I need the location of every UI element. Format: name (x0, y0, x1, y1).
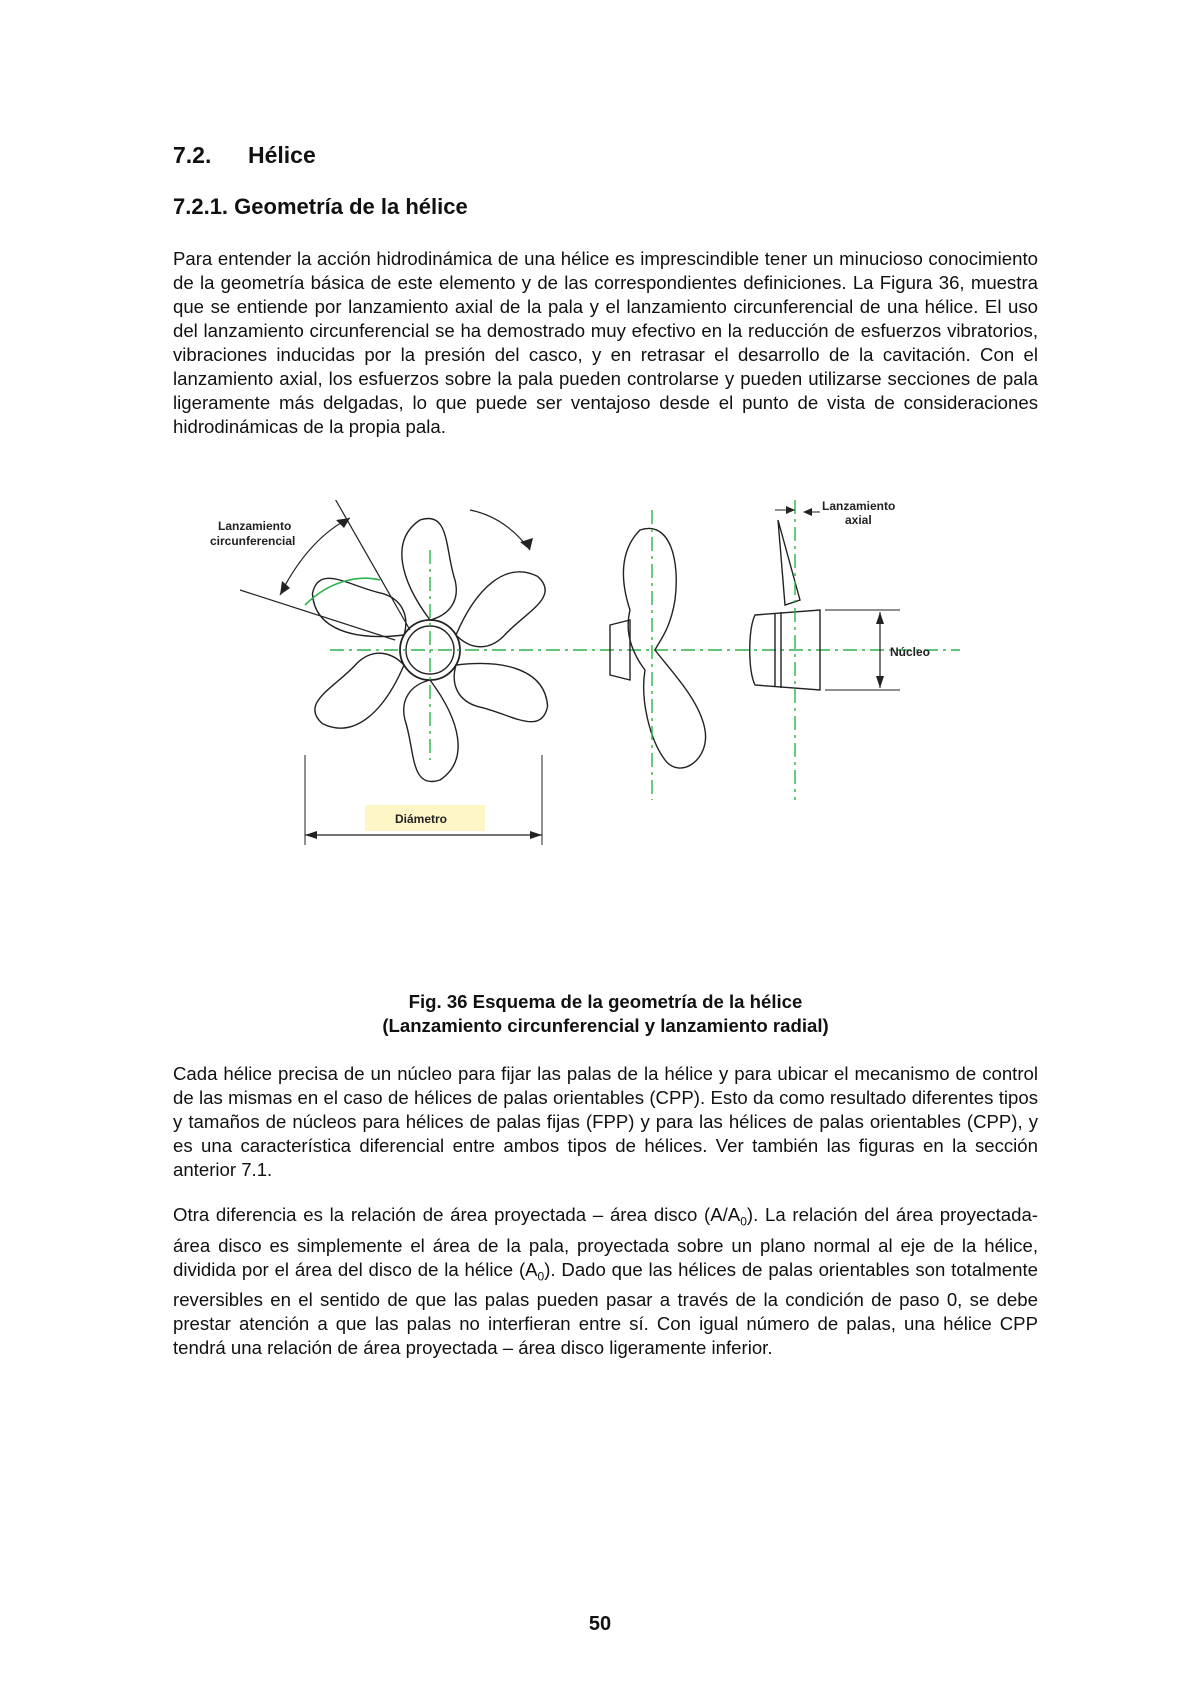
circumferential-rake-label-line2: circunferencial (210, 534, 296, 548)
propeller-side-view (610, 510, 706, 800)
subsection-heading: 7.2.1. Geometría de la hélice (173, 194, 468, 219)
page-number: 50 (588, 1613, 612, 1635)
propeller-figure (200, 500, 1020, 940)
paragraph-area-ratio-part2: ). La relación del área proyectada-área disco es simplemente el área de la pala, proyectada sobre un plano normal al eje de la hélice, dividida por el área del disco de la hélice (A (173, 1204, 1038, 1280)
paragraph-area-ratio (173, 1203, 1038, 1360)
paragraph-area-ratio-part1: Otra diferencia es la relación de área proyectada – área disco (A/A (173, 1204, 741, 1225)
diameter-label: Diámetro (395, 812, 448, 826)
propeller-front-view (240, 500, 960, 845)
paragraph-area-ratio-part3: ). Dado que las hélices de palas orientables son totalmente reversibles en el sentido de que las palas pueden pasar a través de la condición de paso 0, se debe prestar atención a que las palas no interfieran entre sí. Con igual número de palas, una hélice CPP tendrá una relación de área proyectada – área disco ligeramente inferior. (173, 1258, 1038, 1359)
axial-rake-label-line1: Lanzamiento (822, 500, 896, 513)
subscript-zero-1: 0 (740, 1214, 747, 1229)
paragraph-hub: Cada hélice precisa de un núcleo para fijar las palas de la hélice y para ubicar el mecanismo de control de las mismas en el caso de hélices de palas orientables (CPP). Esto da como resultado diferentes tipos y tamaños de núcleos para hélices de palas fijas (FPP) y para las hélices de palas orientables (CPP), y es una característica diferencial entre ambos tipos de hélices. Ver también las figuras en la sección anterior 7.1. (173, 1063, 1038, 1180)
section-heading (173, 142, 316, 169)
circumferential-rake-label-line1: Lanzamiento (218, 519, 292, 533)
figure-caption-line2: (Lanzamiento circunferencial y lanzamiento radial) (382, 1015, 829, 1036)
axial-rake-label-line2: axial (845, 513, 872, 527)
hub-label: Núcleo (890, 645, 931, 659)
figure-caption-line1: Fig. 36 Esquema de la geometría de la hélice (408, 991, 803, 1012)
subscript-zero-2: 0 (537, 1269, 545, 1284)
paragraph-intro: Para entender la acción hidrodinámica de una hélice es imprescindible tener un minucioso conocimiento de la geometría básica de este elemento y de las correspondientes definiciones. La Figura 36, muestra que se entiende por lanzamiento axial de la pala y el lanzamiento circunferencial de una hélice. El uso del lanzamiento circunferencial se ha demostrado muy efectivo en la reducción de esfuerzos vibratorios, vibraciones inducidas por la presión del casco, y en retrasar el desarrollo de la cavitación. Con el lanzamiento axial, los esfuerzos sobre la pala pueden controlarse y pueden utilizarse secciones de pala ligeramente más delgadas, lo que puede ser ventajoso desde el punto de vista de consideraciones hidrodinámicas de la propia pala. (173, 248, 1038, 437)
section-title: Hélice (248, 142, 316, 168)
figure-caption (173, 990, 1038, 1038)
section-number: 7.2. (173, 142, 212, 168)
